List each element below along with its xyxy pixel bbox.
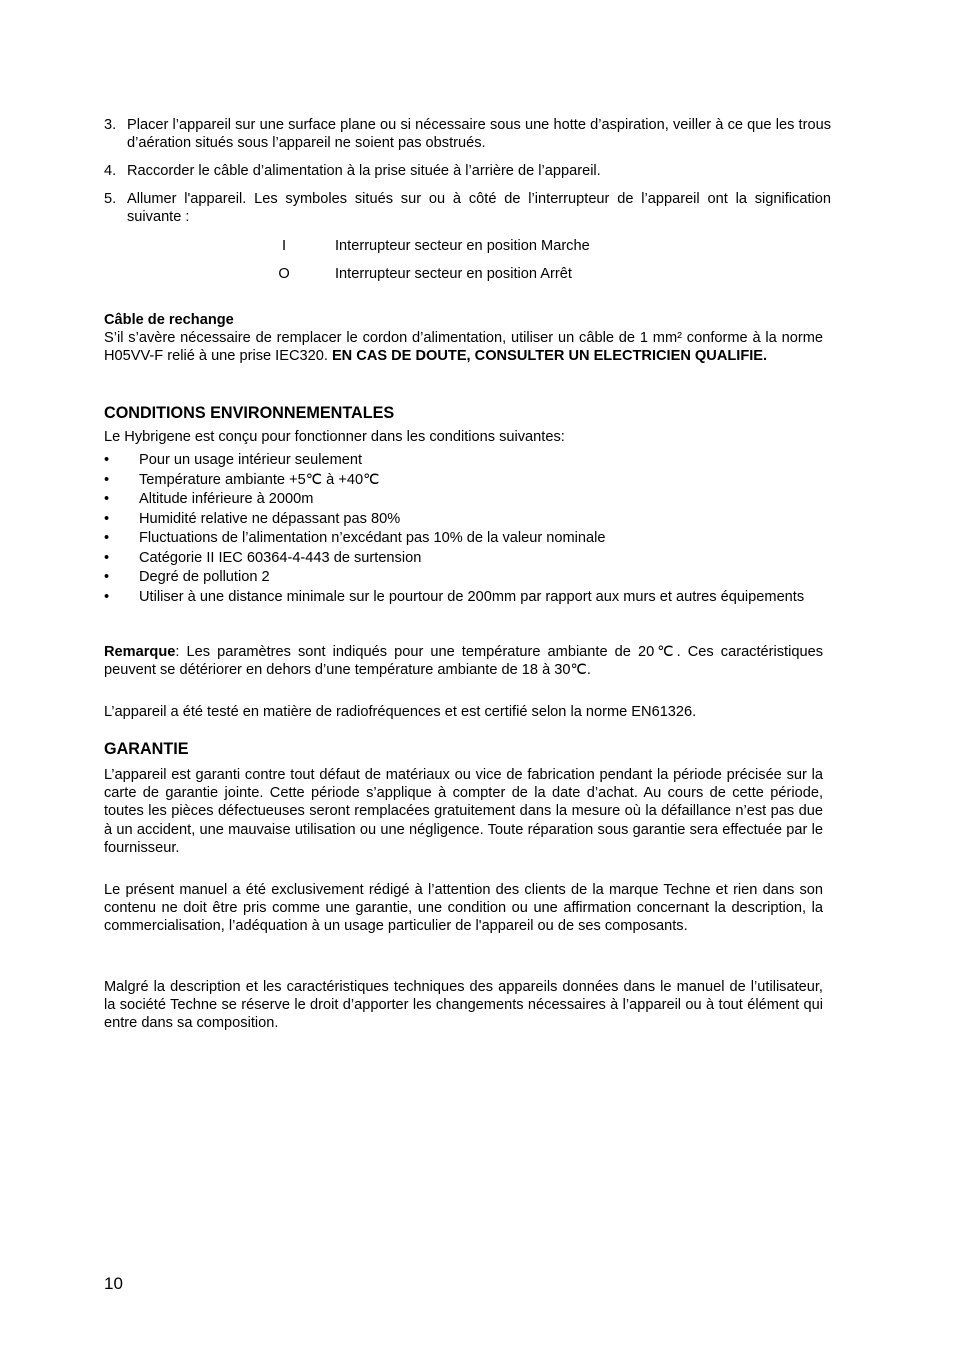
page-number: 10: [104, 1274, 123, 1293]
step-text: Placer l’appareil sur une surface plane ou si nécessaire sous une hotte d’aspiration, veiller à ce que les trous d’aération situés sous l’appareil ne soient pas obstrués.: [127, 117, 831, 152]
list-item: [104, 490, 831, 508]
list-item: [104, 568, 831, 586]
step-3: [104, 116, 831, 152]
warranty-paragraph-1: L’appareil est garanti contre tout défaut de matériaux ou vice de fabrication pendant la période précisée sur la carte de garantie jointe. Cette période s’applique à compter de la date d’achat. Au cours de cette période, toutes les pièces défectueuses seront remplacées gratuitement dans la mesure où la défaillance n’est pas due à un accident, une mauvaise utilisation ou une négligence. Toute réparation sous garantie sera effectuée par le fournisseur.: [104, 767, 823, 856]
symbol-meaning: Interrupteur secteur en position Arrêt: [335, 266, 572, 282]
list-item-text: Température ambiante +5℃ à +40℃: [139, 472, 380, 488]
cable-paragraph: [104, 329, 823, 365]
symbol-row-on: [104, 237, 831, 255]
warranty-heading: GARANTIE: [104, 740, 189, 758]
list-item-text: Fluctuations de l’alimentation n’excédant pas 10% de la valeur nominale: [139, 530, 606, 546]
list-item-text: Catégorie II IEC 60364-4-443 de surtension: [139, 550, 422, 566]
list-item-text: Humidité relative ne dépassant pas 80%: [139, 511, 401, 527]
radio-certification: L’appareil a été testé en matière de radiofréquences et est certifié selon la norme EN61326.: [104, 704, 697, 720]
list-item: [104, 471, 831, 489]
cable-text: S’il s’avère nécessaire de remplacer le cordon d’alimentation, utiliser un câble de 1 mm² conforme à la norme H05VV-F relié à une prise IEC320.: [104, 330, 823, 365]
cable-warning: EN CAS DE DOUTE, CONSULTER UN ELECTRICIEN QUALIFIE.: [331, 348, 768, 365]
step-5: [104, 190, 831, 226]
remark-label: Remarque: [104, 644, 176, 660]
list-item: [104, 510, 831, 528]
list-item-text: Degré de pollution 2: [139, 569, 270, 585]
step-text: Allumer l'appareil. Les symboles situés sur ou à côté de l’interrupteur de l’appareil ont la signification suivante :: [127, 191, 831, 226]
bullet-icon: •: [104, 550, 110, 566]
env-heading: CONDITIONS ENVIRONNEMENTALES: [104, 404, 395, 422]
list-item-text: Utiliser à une distance minimale sur le pourtour de 200mm par rapport aux murs et autres équipements: [139, 589, 805, 605]
list-item: [104, 549, 831, 567]
step-number: 3.: [104, 117, 117, 133]
bullet-icon: •: [104, 569, 110, 585]
symbol-row-off: [104, 265, 831, 283]
step-4: [104, 162, 831, 180]
symbol-meaning: Interrupteur secteur en position Marche: [335, 238, 590, 254]
step-number: 4.: [104, 163, 117, 179]
bullet-icon: •: [104, 491, 110, 507]
step-text: Raccorder le câble d’alimentation à la prise située à l’arrière de l’appareil.: [127, 163, 601, 179]
step-number: 5.: [104, 191, 117, 207]
list-item-text: Altitude inférieure à 2000m: [139, 491, 314, 507]
remark-text: : Les paramètres sont indiqués pour une température ambiante de 20℃. Ces caractéristiques peuvent se détériorer en dehors d’une température ambiante de 18 à 30℃.: [104, 644, 823, 679]
list-item-text: Pour un usage intérieur seulement: [139, 452, 363, 468]
env-intro: Le Hybrigene est conçu pour fonctionner dans les conditions suivantes:: [104, 429, 565, 445]
bullet-icon: •: [104, 511, 110, 527]
list-item: [104, 529, 831, 547]
symbol: I: [281, 238, 287, 254]
bullet-icon: •: [104, 530, 110, 546]
symbol: O: [278, 266, 290, 282]
list-item: [104, 451, 831, 469]
remark-paragraph: [104, 643, 823, 679]
warranty-paragraph-3: Malgré la description et les caractéristiques techniques des appareils données dans le manuel de l’utilisateur, la société Techne se réserve le droit d’apporter les changements nécessaires à l’appareil ou à tout élément qui entre dans sa composition.: [104, 979, 823, 1032]
bullet-icon: •: [104, 472, 110, 488]
warranty-paragraph-2: Le présent manuel a été exclusivement rédigé à l’attention des clients de la marque Techne et rien dans son contenu ne doit être pris comme une garantie, une condition ou une affirmation concernant la description, la commercialisation, l’adéquation à un usage particulier de l'appareil ou de ses composants.: [104, 882, 823, 935]
cable-title: Câble de rechange: [104, 312, 234, 328]
bullet-icon: •: [104, 452, 110, 468]
bullet-icon: •: [104, 589, 110, 605]
list-item: [104, 588, 831, 606]
